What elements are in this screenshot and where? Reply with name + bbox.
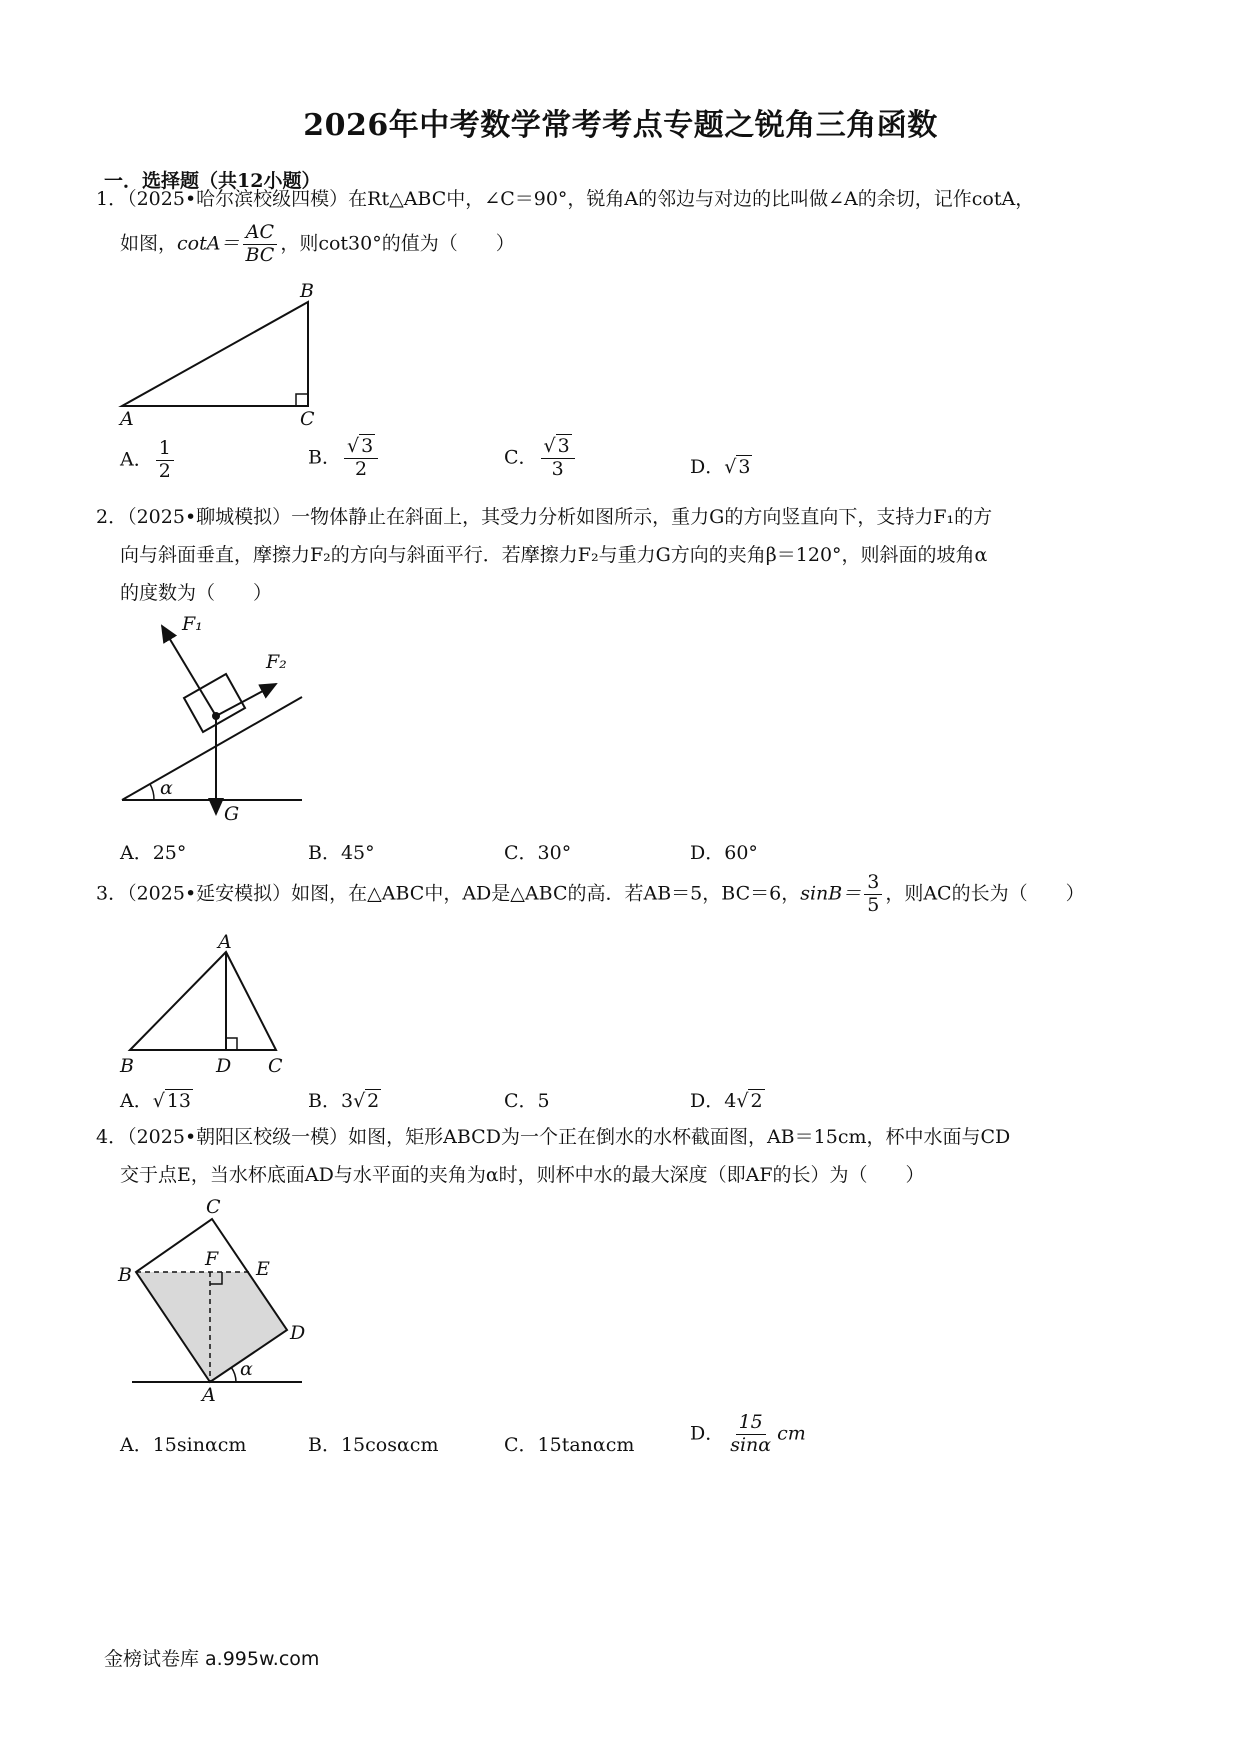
q4-option-d [690, 1412, 806, 1457]
footer-watermark: 金榜试卷库 a.995w.com [104, 1648, 320, 1670]
q1-formula-lhs: cotA＝ [177, 232, 240, 255]
section-heading: 一．选择题（共12小题） [104, 170, 321, 192]
q1-option-b-label: B． [308, 446, 341, 469]
q4-cup-figure [110, 1195, 330, 1405]
q3-option-a: A．√ 13 [120, 1090, 192, 1112]
q3-line1 [96, 872, 1085, 917]
q2-option-c: C．30° [504, 842, 572, 864]
q1-option-d-rad: 3 [738, 456, 751, 478]
q3-label-d: D [216, 1055, 232, 1077]
q2-label-alpha: α [160, 777, 173, 799]
q1-option-a-fraction [156, 438, 174, 483]
q4-label-b: B [118, 1264, 132, 1286]
q4-water-region [136, 1272, 287, 1382]
q1-formula-num: AC [243, 222, 277, 245]
q1-option-b-den: 2 [355, 457, 368, 480]
q4-option-b: B．15cosαcm [308, 1434, 439, 1456]
q2-line2: 向与斜面垂直，摩擦力F₂的方向与斜面平行．若摩擦力F₂与重力G方向的夹角β＝120°，则斜面的坡角α [120, 544, 988, 566]
q3-option-d-label: D． [690, 1090, 725, 1112]
q3-option-d-rad: 2 [750, 1090, 763, 1112]
q4-option-d-fraction [727, 1412, 774, 1457]
q3-option-c: C．5 [504, 1090, 550, 1112]
q3-option-a-label: A． [120, 1090, 153, 1112]
q3-formula-lhs: sinB＝ [800, 882, 862, 905]
q2-option-d: D．60° [690, 842, 758, 864]
q2-label-f2: F₂ [266, 651, 287, 673]
q3-option-a-rad: 13 [166, 1090, 192, 1112]
q1-option-c-num: 3 [557, 435, 570, 457]
q1-option-a [120, 438, 177, 483]
q4-option-d-unit: cm [777, 1422, 806, 1445]
q3-label-a: A [218, 931, 232, 953]
q1-option-a-num: 1 [156, 438, 174, 461]
q1-line1: 1．（2025•哈尔滨校级四模）在Rt△ABC中，∠C＝90°，锐角A的邻边与对边的比叫做∠A的余切，记作cotA， [96, 188, 1035, 210]
q1-option-c [504, 436, 578, 481]
q3-label-b: B [120, 1055, 134, 1077]
q1-option-c-fraction: $\frac{√ 3}{3}$ [541, 436, 575, 481]
q2-label-g: G [224, 803, 240, 825]
q1-option-a-den: 2 [158, 459, 171, 482]
q3-formula-fraction [864, 872, 882, 917]
q3-option-b: B．3√ 2 [308, 1090, 380, 1112]
q3-label-c: C [268, 1055, 283, 1077]
q4-label-a: A [202, 1384, 216, 1405]
q1-formula-fraction [242, 222, 277, 267]
q1-option-b [308, 436, 381, 481]
page-title: 2026年中考数学常考考点专题之锐角三角函数 [303, 108, 938, 143]
q4-option-d-num: 15 [736, 1412, 766, 1435]
q1-label-a: A [120, 408, 134, 430]
q2-option-a: A．25° [120, 842, 187, 864]
q3-triangle-figure [110, 930, 310, 1080]
q4-option-a: A．15sinαcm [120, 1434, 247, 1456]
q4-alpha-arc [231, 1367, 236, 1382]
q4-label-f: F [205, 1248, 219, 1270]
q3-line1-post: ，则AC的长为（ ） [885, 882, 1085, 905]
q4-label-e: E [256, 1258, 270, 1280]
q1-option-d: D．√ 3 [690, 456, 751, 478]
q4-label-alpha: α [240, 1358, 253, 1380]
q3-option-d: D．4√ 2 [690, 1090, 763, 1112]
q1-option-d-label: D． [690, 456, 725, 478]
q1-option-c-label: C． [504, 446, 538, 469]
q3-line1-pre: 3．（2025•延安模拟）如图，在△ABC中，AD是△ABC的高．若AB＝5，BC＝6， [96, 882, 801, 905]
q2-label-f1: F₁ [182, 613, 203, 635]
q3-triangle [130, 952, 276, 1050]
q1-label-c: C [300, 408, 315, 430]
q1-label-b: B [300, 280, 314, 302]
q2-option-b: B．45° [308, 842, 375, 864]
q1-option-a-label: A． [120, 448, 153, 471]
q4-option-d-label: D． [690, 1422, 725, 1445]
q1-triangle [122, 302, 308, 406]
q3-right-angle-mark [226, 1038, 237, 1050]
q1-line2 [120, 222, 515, 267]
q1-line2-post: ，则cot30°的值为（ ） [280, 232, 515, 255]
q1-option-b-fraction: $\frac{√ 3}{2}$ [344, 436, 378, 481]
q3-option-b-label: B． [308, 1090, 341, 1112]
q1-option-c-den: 3 [551, 457, 564, 480]
q2-line3: 的度数为（ ） [120, 582, 273, 604]
q4-option-d-den: sinα [730, 1433, 772, 1456]
q2-incline-figure [110, 610, 320, 835]
q4-label-c: C [206, 1196, 221, 1218]
q1-triangle-figure [110, 280, 340, 430]
q3-option-b-coef: 3 [340, 1090, 354, 1112]
q3-option-b-rad: 2 [367, 1090, 380, 1112]
q3-formula-num: 3 [864, 872, 882, 895]
q4-line1: 4．（2025•朝阳区校级一模）如图，矩形ABCD为一个正在倒水的水杯截面图，AB＝15cm，杯中水面与CD [96, 1126, 1011, 1148]
q2-block [184, 674, 245, 732]
q1-line2-pre: 如图， [120, 232, 178, 255]
q2-line1: 2．（2025•聊城模拟）一物体静止在斜面上，其受力分析如图所示，重力G的方向竖直向下，支持力F₁的方 [96, 506, 993, 528]
q2-alpha-arc [150, 784, 154, 800]
q1-option-b-num: 3 [361, 435, 374, 457]
q4-option-c: C．15tanαcm [504, 1434, 635, 1456]
q4-label-d: D [290, 1322, 306, 1344]
q3-formula-den: 5 [867, 893, 880, 916]
q3-option-d-coef: 4 [724, 1090, 737, 1112]
q4-line2: 交于点E，当水杯底面AD与水平面的夹角为α时，则杯中水的最大深度（即AF的长）为（ ） [120, 1164, 925, 1186]
q1-right-angle-mark [296, 394, 308, 406]
q1-formula-den: BC [245, 243, 275, 266]
